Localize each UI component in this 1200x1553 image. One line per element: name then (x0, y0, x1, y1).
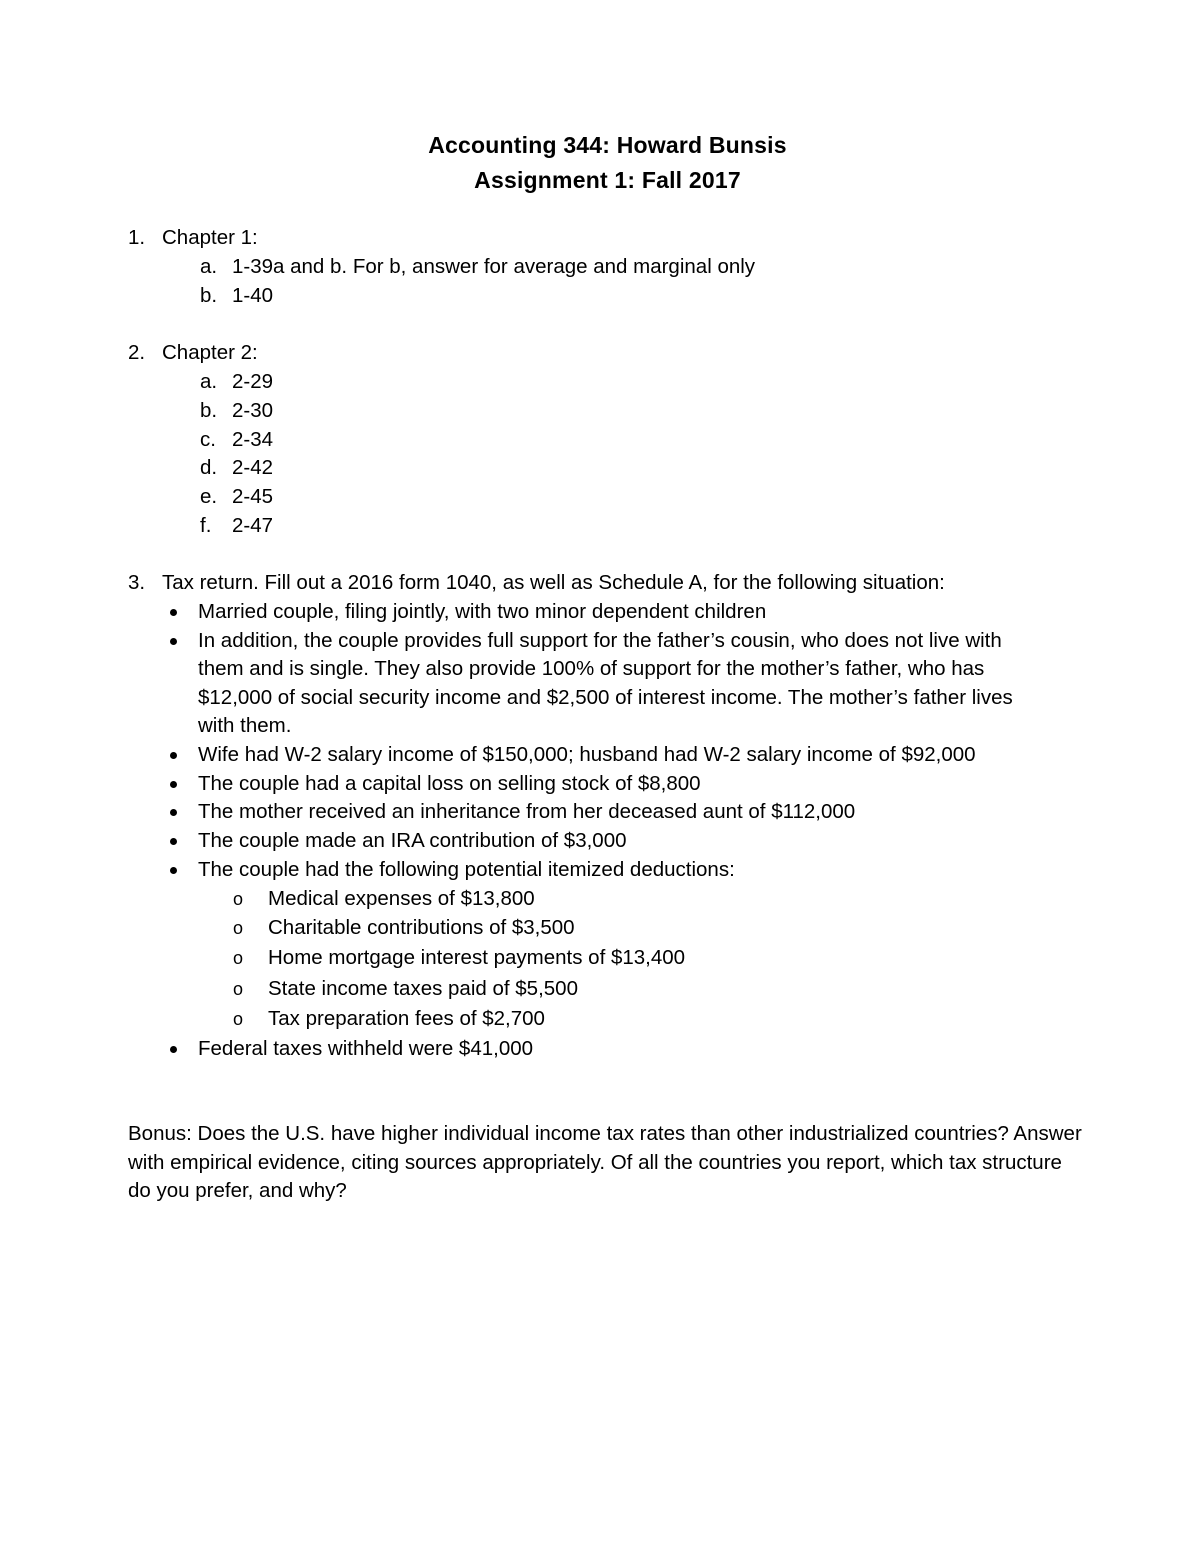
item-2f-text: 2-47 (232, 514, 274, 537)
bullet-icon (170, 1046, 177, 1053)
item-2c-text: 2-34 (232, 428, 274, 451)
deduction-text: State income taxes paid of $5,500 (268, 977, 578, 1000)
assignment-title: Assignment 1: Fall 2017 (474, 167, 741, 193)
item-1-label: Chapter 1: (162, 226, 258, 249)
circle-bullet-icon: o (233, 948, 244, 968)
bullet-icon (170, 638, 177, 645)
deduction-text: Home mortgage interest payments of $13,400 (268, 946, 686, 969)
item-1a-text: 1-39a and b. For b, answer for average and marginal only (232, 255, 756, 278)
item-1b-letter: b. (200, 284, 218, 307)
bullet-icon (170, 752, 177, 759)
item-3-label: Tax return. Fill out a 2016 form 1040, as well as Schedule A, for the following situation: (162, 571, 945, 594)
bullet-icon (170, 867, 177, 874)
deduction-text: Medical expenses of $13,800 (268, 887, 535, 910)
item-2c-letter: c. (200, 428, 216, 451)
item-2b-letter: b. (200, 399, 218, 422)
bonus-question: Bonus: Does the U.S. have higher individual income tax rates than other industrialized countries? Answer with empirical evidence, citing sources appropriately. Of all the countries you report, which tax structure do you prefer, and why? (128, 1122, 1082, 1202)
bullet-text-continued: $12,000 of social security income and $2,500 of interest income. The mother’s father lives (198, 686, 1013, 709)
course-title: Accounting 344: Howard Bunsis (428, 132, 787, 158)
circle-bullet-icon: o (233, 918, 244, 938)
bullet-text-continued: with them. (198, 714, 292, 737)
item-2a-text: 2-29 (232, 370, 274, 393)
bullet-icon (170, 809, 177, 816)
circle-bullet-icon: o (233, 1009, 244, 1029)
item-2f-letter: f. (200, 514, 212, 537)
item-2b-text: 2-30 (232, 399, 274, 422)
bullet-text: The couple had a capital loss on selling stock of $8,800 (198, 772, 701, 795)
bullet-icon (170, 609, 177, 616)
bullet-text: Married couple, filing jointly, with two minor dependent children (198, 600, 767, 623)
bullet-text: The couple made an IRA contribution of $3,000 (198, 829, 627, 852)
bullet-icon (170, 838, 177, 845)
deduction-text: Charitable contributions of $3,500 (268, 916, 575, 939)
circle-bullet-icon: o (233, 979, 244, 999)
item-3-number: 3. (128, 571, 146, 594)
item-2a-letter: a. (200, 370, 218, 393)
bullet-text: Federal taxes withheld were $41,000 (198, 1037, 534, 1060)
item-2e-letter: e. (200, 485, 218, 508)
item-1b-text: 1-40 (232, 284, 274, 307)
item-1-number: 1. (128, 226, 146, 249)
bullet-icon (170, 781, 177, 788)
item-2d-letter: d. (200, 456, 218, 479)
bullet-text: The couple had the following potential itemized deductions: (198, 858, 735, 881)
bullet-text-continued: them and is single. They also provide 100% of support for the mother’s father, who has (198, 657, 985, 680)
bullet-text: Wife had W-2 salary income of $150,000; husband had W-2 salary income of $92,000 (198, 743, 976, 766)
item-2-number: 2. (128, 341, 146, 364)
bullet-text: In addition, the couple provides full support for the father’s cousin, who does not live with (198, 629, 1002, 652)
bullet-text: The mother received an inheritance from her deceased aunt of $112,000 (198, 800, 856, 823)
item-2d-text: 2-42 (232, 456, 274, 479)
deduction-text: Tax preparation fees of $2,700 (268, 1007, 545, 1030)
item-2e-text: 2-45 (232, 485, 274, 508)
circle-bullet-icon: o (233, 889, 244, 909)
item-1a-letter: a. (200, 255, 218, 278)
item-2-label: Chapter 2: (162, 341, 258, 364)
